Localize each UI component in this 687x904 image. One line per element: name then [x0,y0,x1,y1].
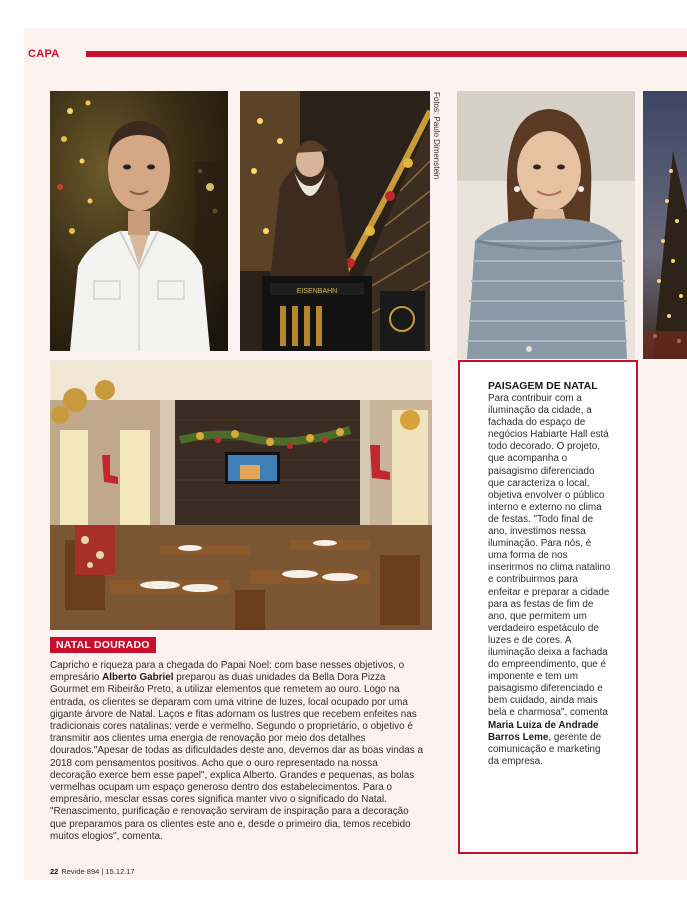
portrait-man-photo [50,91,228,351]
sidebar-box [458,360,638,854]
natal-dourado-tag: NATAL DOURADO [50,637,156,653]
left-article-body: Capricho e riqueza para a chegada do Papai Noel: com base nesses objetivos, o empresário Alberto Gabriel preparou as duas unidades da Bella Dora Pizza Gourmet em Ribeirão Preto, a utilizar elementos que remetem ao ouro. Logo na entrada, os clientes se deparam com uma vitrine de luzes, local ocupado por uma gigante árvore de Natal. Laços e fitas adornam os lustres que recebem enfeites nas tradicionais cores natalinas: verde e vermelho. Segundo o proprietário, o objetivo é transmitir aos clientes uma energia de renovação por meio dos detalhes dourados."Apesar de todas as dificuldades deste ano, devemos dar as boas vindas a 2018 com pensamentos positivos. Acho que o ouro representado na nossa decoração exerce bem esse papel", explica Alberto. Grandes e pequenas, as bolas vermelhas ocupam um espaço generoso dentro dos estabelecimentos. Para o empresário, mesclar essas cores significa manter vivo o significado do Natal. "Renascimento, purificação e renovação serviram de inspiração para a decoração que preparamos para os clientes este ano e, desde o primeiro dia, temos recebido muitos elogios", comenta. [50,660,423,842]
dining-room-photo [50,360,432,630]
portrait-woman-photo [457,91,635,359]
photo-credit: Fotos: Paulo Dimenstein [432,92,441,180]
sidebar-body: Para contribuir com a iluminação da cidade, a fachada do espaço de negócios Habiarte Hall está todo decorado. O projeto, que acompanha o paisagismo diferenciado que caracteriza o local, objetiva envolver o público interno e externo no clima de festas. "Todo final de ano, investimos nessa iluminação. Para nós, é uma forma de nos inserirmos no clima natalino e contribuirmos para enfeitar e preparar a cidade para as festas de fim de ano, que permitem um verdadeiro espetáculo de luzes e de cores. A iluminação deixa a fachada do empreendimento, que é imponente e tem um paisagismo diferenciado e bem cuidado, ainda mais bela e charmosa", comenta Maria Luiza de Andrade Barros Leme, gerente de comunicação e marketing da empresa. [488,393,611,767]
facade-tree-photo [643,91,687,359]
manager-name: Maria Luiza de Andrade Barros Leme [488,719,599,743]
section-label: CAPA [28,48,60,60]
business-owner-name: Alberto Gabriel [102,672,174,684]
page-footer [50,867,135,876]
santa-staircase-photo [240,91,430,351]
sidebar-title: PAISAGEM DE NATAL [488,380,598,392]
page-number: 22 [50,867,59,876]
issue-info: Revide 894 | 15.12.17 [61,867,135,876]
section-rule [86,51,687,57]
svg-text:EISENBAHN: EISENBAHN [296,288,338,295]
